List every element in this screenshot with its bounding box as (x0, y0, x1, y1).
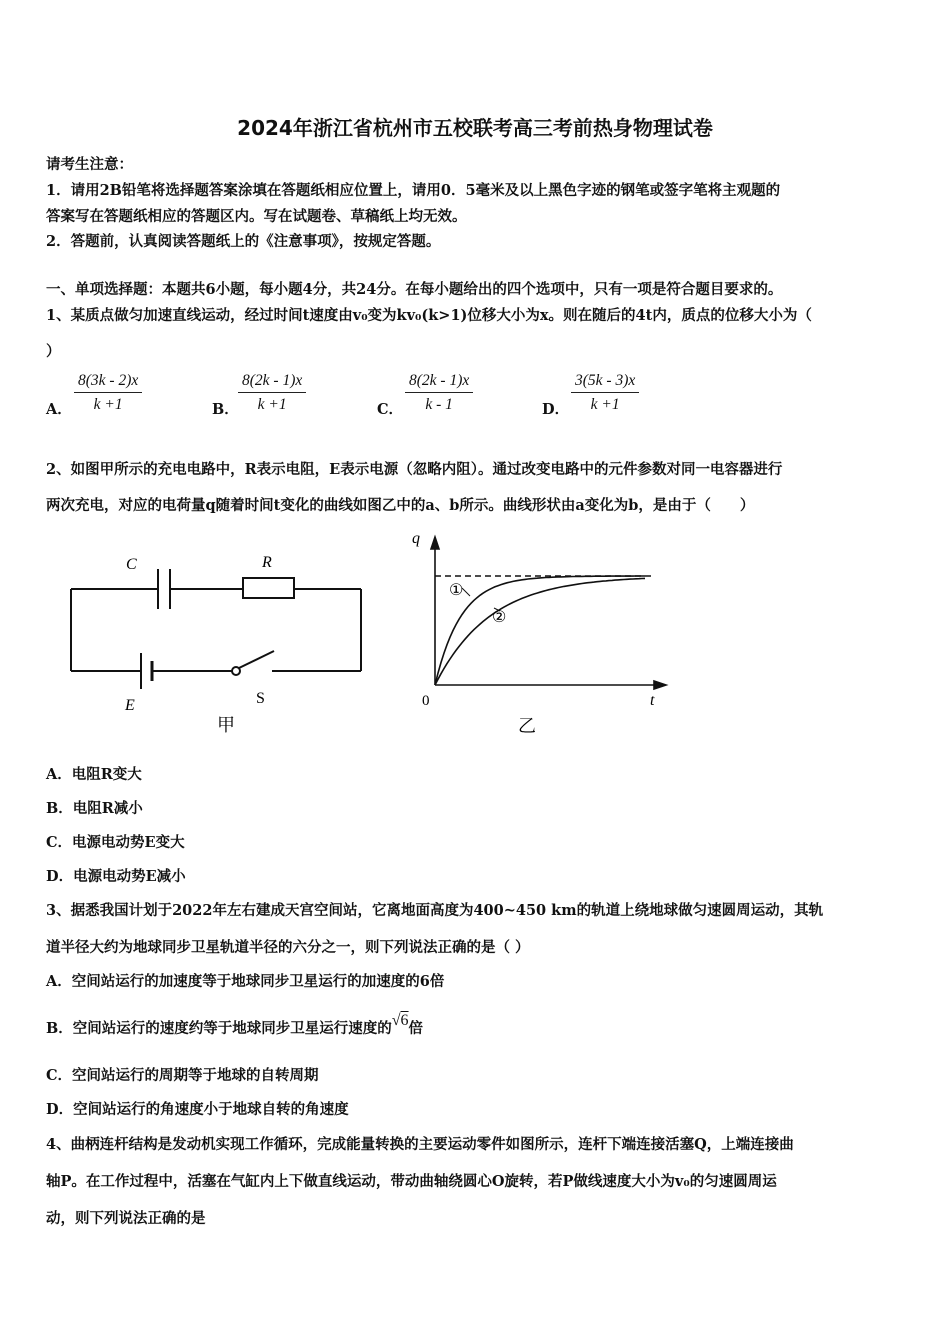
q3-option-a: A．空间站运行的加速度等于地球同步卫星运行的加速度的6倍 (46, 973, 445, 990)
q3-stem-line-2: 道半径大约为地球同步卫星轨道半径的六分之一，则下列说法正确的是（ ） (46, 939, 530, 956)
q1-option-a-denominator: k +1 (93, 396, 123, 413)
q3-option-c: C．空间站运行的周期等于地球的自转周期 (46, 1067, 319, 1084)
q1-option-a-label: A． (46, 401, 72, 418)
notice-item-2: 2．答题前，认真阅读答题纸上的《注意事项》，按规定答题。 (46, 233, 441, 250)
figure-yi-caption: 乙 (518, 716, 536, 736)
resistor-label: R (262, 554, 272, 571)
page-title: 2024年浙江省杭州市五校联考高三考前热身物理试卷 (237, 116, 713, 140)
q1-option-b-fraction (238, 372, 306, 414)
charge-time-graph (400, 525, 680, 740)
q1-option-b-numerator: 8(2k - 1)x (238, 372, 306, 393)
q1-option-b-label: B． (212, 401, 239, 418)
q4-stem-line-3: 动，则下列说法正确的是 (46, 1210, 206, 1227)
q2-option-c: C．电源电动势E变大 (46, 834, 185, 851)
q3-option-b (46, 1012, 424, 1038)
q3-option-b-text: B．空间站运行的速度约等于地球同步卫星运行速度的 (46, 1020, 392, 1037)
graph-x-axis-label: t (650, 692, 655, 709)
q1-option-c-fraction (405, 372, 473, 414)
q2-stem-line-1: 2、如图甲所示的充电电路中，R表示电阻，E表示电源（忽略内阻）。通过改变电路中的元件参数对同一电容器进行 (46, 461, 783, 478)
circuit-diagram (60, 545, 380, 740)
battery-label: E (125, 697, 135, 714)
capacitor-label: C (126, 556, 137, 573)
q1-option-b-denominator: k +1 (257, 396, 287, 413)
q1-option-d-numerator: 3(5k - 3)x (571, 372, 639, 393)
graph-origin-label: 0 (422, 693, 430, 709)
q2-option-b: B．电阻R减小 (46, 800, 143, 817)
q2-stem-line-2: 两次充电，对应的电荷量q随着时间t变化的曲线如图乙中的a、b所示。曲线形状由a变化为b，是由于（ ） (46, 497, 755, 514)
q1-option-d-denominator: k +1 (590, 396, 620, 413)
q3-stem-line-1: 3、据悉我国计划于2022年左右建成天宫空间站，它离地面高度为400~450 km的轨道上绕地球做匀速圆周运动，其轨 (46, 902, 824, 919)
switch-label: S (256, 690, 265, 707)
figure-jia-caption: 甲 (217, 715, 235, 735)
q2-option-a: A．电阻R变大 (46, 766, 142, 783)
curve-2 (435, 578, 645, 685)
q1-option-c-numerator: 8(2k - 1)x (405, 372, 473, 393)
curve-2-label: ② (492, 609, 507, 626)
q3-option-d: D．空间站运行的角速度小于地球自转的角速度 (46, 1101, 349, 1118)
q1-stem-line-2: ） (46, 343, 61, 360)
notice-item-1-line-2: 答案写在答题纸相应的答题区内。写在试题卷、草稿纸上均无效。 (46, 208, 467, 225)
q2-option-d: D．电源电动势E减小 (46, 868, 186, 885)
q3-option-b-suffix: 倍 (408, 1020, 424, 1037)
q1-option-a-numerator: 8(3k - 2)x (74, 372, 142, 393)
sqrt-value: 6 (400, 1012, 409, 1029)
q1-option-a-fraction (74, 372, 142, 414)
q4-stem-line-1: 4、曲柄连杆结构是发动机实现工作循环，完成能量转换的主要运动零件如图所示，连杆下端连接活塞Q，上端连接曲 (46, 1136, 794, 1153)
notice-item-1-line-1: 1．请用2B铅笔将选择题答案涂填在答题纸相应位置上，请用0．5毫米及以上黑色字迹的钢笔或签字笔将主观题的 (46, 182, 781, 199)
graph-y-axis-label: q (412, 530, 420, 547)
q1-option-d-label: D． (542, 401, 570, 418)
q1-stem-line-1: 1、某质点做匀加速直线运动，经过时间t速度由v₀变为kv₀(k>1)位移大小为x。则在随后的4t内，质点的位移大小为（ (46, 307, 812, 324)
q1-option-d-fraction (571, 372, 639, 414)
curve-1-label: ① (449, 582, 464, 599)
q1-option-c-denominator: k - 1 (425, 396, 453, 413)
q4-stem-line-2: 轴P。在工作过程中，活塞在气缸内上下做直线运动，带动曲轴绕圆心O旋转，若P做线速度大小为v₀的匀速圆周运 (46, 1173, 777, 1190)
sqrt-symbol: √6 (391, 1012, 409, 1029)
q1-option-c-label: C． (377, 401, 404, 418)
section-header: 一、单项选择题：本题共6小题，每小题4分，共24分。在每小题给出的四个选项中，只有一项是符合题目要求的。 (46, 281, 783, 298)
notice-heading: 请考生注意： (46, 156, 133, 173)
